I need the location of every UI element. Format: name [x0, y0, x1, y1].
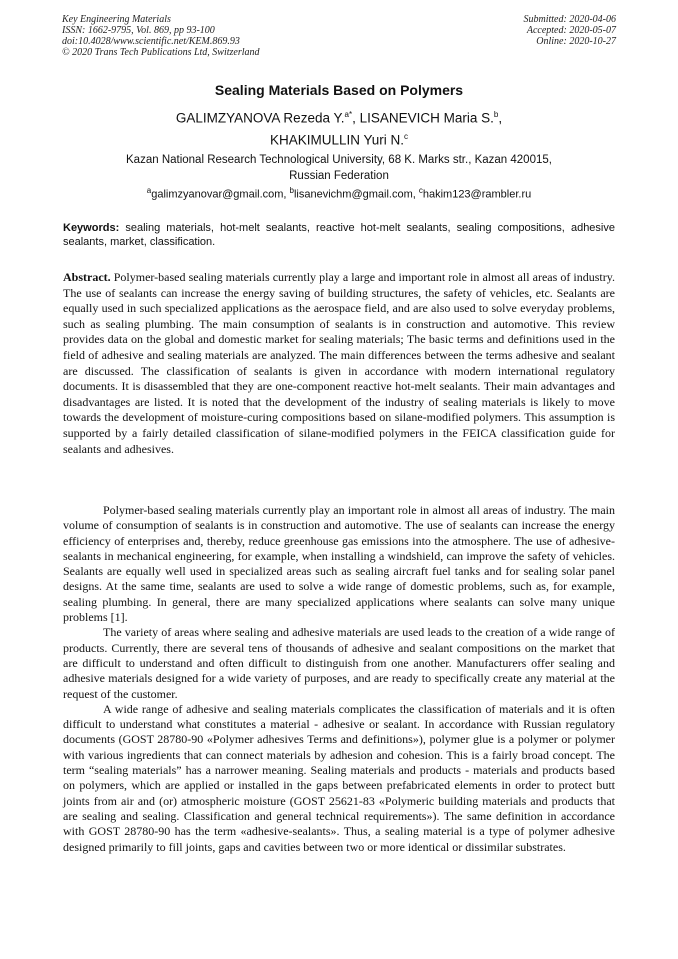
- author-1-sup: a*: [344, 110, 353, 119]
- keywords: [63, 221, 615, 249]
- journal-copyright: © 2020 Trans Tech Publications Ltd, Switzerland: [62, 47, 260, 58]
- author-2: LISANEVICH Maria S.: [359, 110, 494, 126]
- keywords-text: sealing materials, hot-melt sealants, reactive hot-melt sealants, sealing compositions, adhesive sealants, market, classification.: [63, 222, 615, 248]
- email-a-sup: a: [146, 186, 152, 195]
- date-accepted: Accepted: 2020-05-07: [526, 25, 616, 36]
- paragraph: A wide range of adhesive and sealing materials complicates the classification of materials and it is often difficult to understand what constitutes a material - adhesive or sealant. In accordance with Russian regulatory documents (GOST 28780-90 «Polymer adhesives Terms and definitions»), polymer glue is a polymer or polymer with various ingredients that can connect materials by adhesion and cohesion. This is a fairly broad concept. The term “sealing materials” has a narrower meaning. Sealing materials and products - materials and products based on polymers, which are applied or installed in the gaps between prefabricated elements in order to protect butt joints from air and (or) atmospheric moisture (GOST 25621-83 «Polymeric building materials and products that are sealing and sealing. Classification and general technical requirements»). The same definition in accordance with GOST 28780-90 has the term «adhesive-sealants». Thus, a sealing material is a type of polymer adhesive designed primarily to fill joints, gaps and cavities between two or more identical or dissimilar substrates.: [63, 701, 615, 854]
- author-3: KHAKIMULLIN Yuri N.: [269, 132, 405, 147]
- date-online: Online: 2020-10-27: [536, 36, 616, 47]
- author-separator: ,: [498, 110, 503, 126]
- journal-doi: doi:10.4028/www.scientific.net/KEM.869.93: [62, 36, 240, 47]
- paragraph: The variety of areas where sealing and adhesive materials are used leads to the creation of a wide range of products. Currently, there are several tens of thousands of adhesive and sealant compositions on the market that are difficult to understand and often difficult to distinguish from one another. Manufacturers offer sealing and adhesive materials designed for a wide variety of purposes, and are ready to specifically create any material at the request of the customer.: [63, 625, 615, 701]
- keywords-label: Keywords:: [63, 222, 120, 234]
- abstract: [63, 270, 615, 457]
- dates-header: [524, 14, 617, 47]
- journal-issn: ISSN: 1662-9795, Vol. 869, pp 93-100: [62, 25, 215, 36]
- abstract-text: Polymer-based sealing materials currently play a large and important role in almost all areas of industry. The use of sealants can increase the energy saving of building structures, the safety of vehicles, etc. Sealants are equally used in such specialized applications as the aerospace field, and are also used to solve everyday problems, such as sealing plumbing. The main consumption of sealants is in construction and automotive. This review provides data on the global and domestic market for sealing materials; The basic terms and definitions used in the field of adhesive and sealing materials are analyzed. The main differences between the terms adhesive and sealant are discussed. The classification of sealants is given in accordance with modern international regulatory documents. It is disassembled that they are one-component reactive hot-melt sealants. Their main advantages and disadvantages are listed. It is noted that the development of the industry of sealing materials is likely to move towards the development of moisture-curing compositions based on silane-modified polymers. This assumption is supported by a fairly detailed classification of silane-modified polymers in the FEICA classification guide for sealants and adhesives.: [63, 270, 615, 456]
- abstract-label: Abstract.: [63, 270, 111, 284]
- author-separator: ,: [352, 110, 360, 126]
- email-c: hakim123@rambler.ru: [422, 188, 532, 201]
- paragraph: Polymer-based sealing materials currently play an important role in almost all areas of industry. The main volume of consumption of sealants is in construction and automotive. The use of sealants can increase the energy efficiency of enterprises and, thereby, reduce greenhouse gas emissions into the atmosphere. The use of adhesive-sealants in mechanical engineering, for example, when installing a windshield, can improve the safety of vehicles. Sealants are equally well used in specialized areas such as sealing aircraft fuel tanks and for sealing solar panel designs. At the same time, sealants are used to solve a wide range of domestic problems, such as, for example, sealing plumbing. In general, there are many specialized applications where sealants can solve many unique problems [1].: [63, 503, 615, 625]
- date-submitted: Submitted: 2020-04-06: [523, 14, 616, 25]
- email-b-sup: b: [289, 186, 294, 195]
- author-2-sup: b: [493, 110, 499, 119]
- body-text: [63, 503, 615, 855]
- author-1: GALIMZYANOVA Rezeda Y.: [175, 110, 345, 126]
- journal-name: Key Engineering Materials: [62, 14, 171, 25]
- journal-header: [62, 14, 260, 58]
- affiliation: [60, 152, 618, 184]
- affiliation-line-2: Russian Federation: [289, 170, 389, 182]
- email-c-sup: c: [418, 186, 423, 195]
- author-3-sup: c: [404, 131, 409, 141]
- author-list: [60, 106, 618, 149]
- author-emails: [40, 186, 638, 201]
- email-b: lisanevichm@gmail.com,: [293, 188, 419, 201]
- affiliation-line-1: Kazan National Research Technological University, 68 K. Marks str., Kazan 420015,: [126, 154, 552, 166]
- paper-title: Sealing Materials Based on Polymers: [214, 82, 464, 98]
- email-a: galimzyanovar@gmail.com,: [151, 188, 290, 201]
